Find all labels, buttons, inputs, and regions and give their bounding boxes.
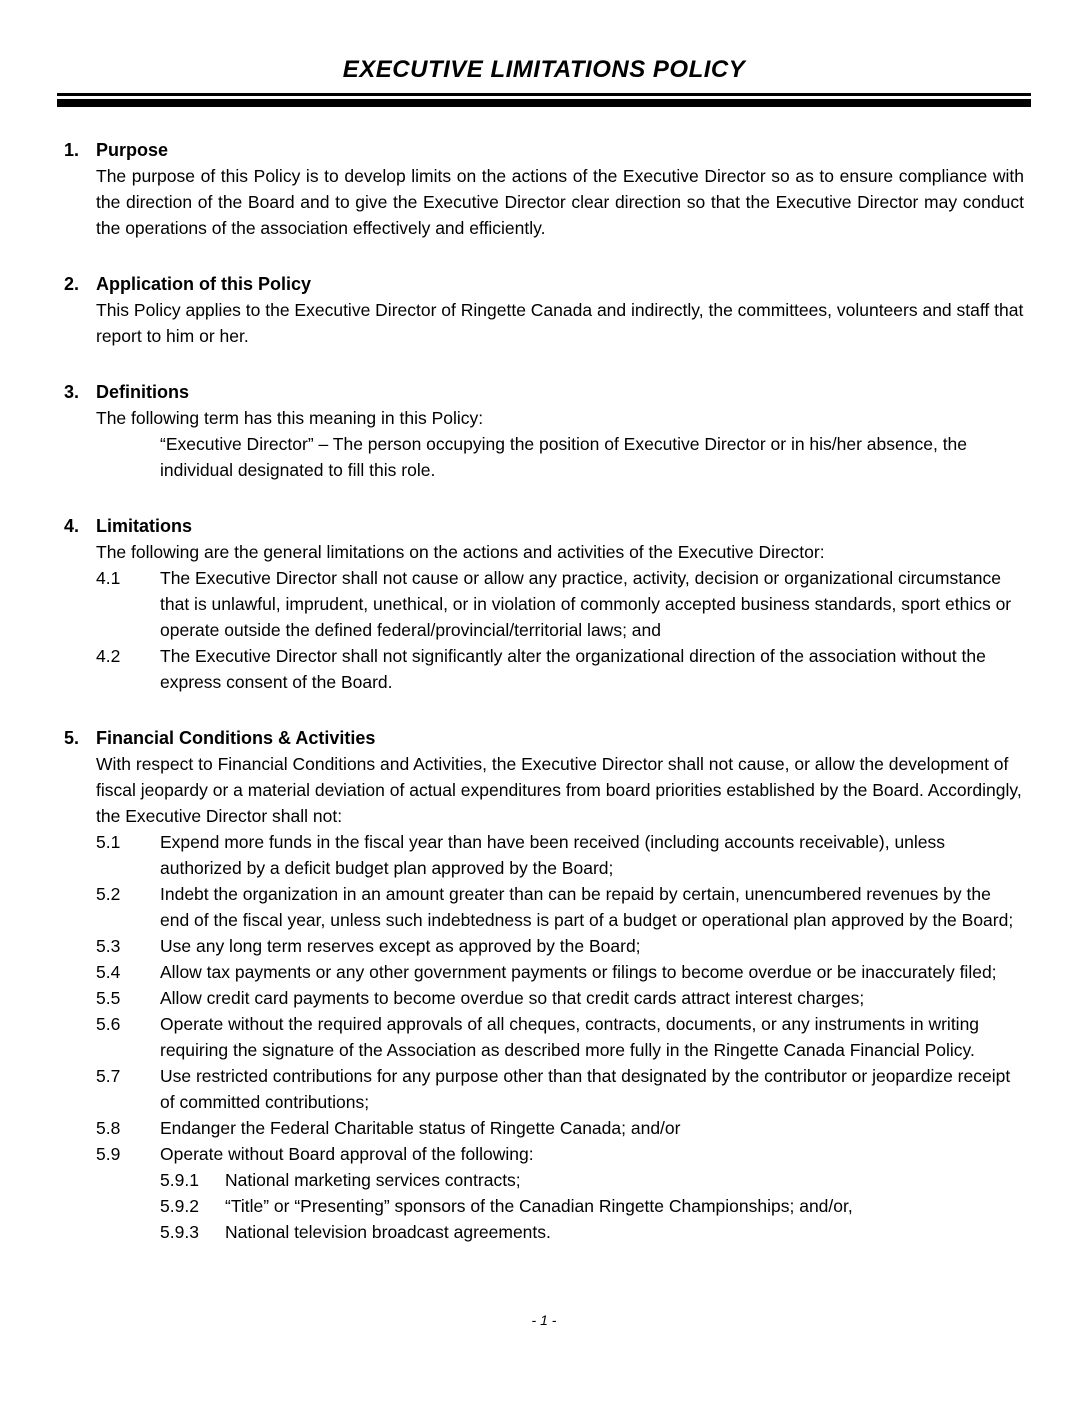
- list-item-number: 4.2: [96, 646, 121, 666]
- paragraph: This Policy applies to the Executive Director of Ringette Canada and indirectly, the committees, volunteers and staff that report to him or her.: [96, 300, 1024, 346]
- sub-list-item-text: “Title” or “Presenting” sponsors of the Canadian Ringette Championships; and/or,: [225, 1196, 853, 1216]
- section-application: [64, 271, 1024, 349]
- section-heading-row: [64, 725, 1024, 751]
- list-item-number: 5.3: [96, 936, 121, 956]
- section-heading: Definitions: [96, 382, 189, 402]
- sub-list-item-number: 5.9.1: [160, 1170, 199, 1190]
- list-item-number: 5.5: [96, 988, 121, 1008]
- list-item: [96, 959, 1024, 985]
- list-item: [96, 1141, 1024, 1167]
- list-item: [96, 1115, 1024, 1141]
- definition-paragraph: “Executive Director” – The person occupying the position of Executive Director or in his/her absence, the individual designated to fill this role.: [160, 434, 968, 480]
- section-heading-row: [64, 137, 1024, 163]
- list-item-text: Use any long term reserves except as approved by the Board;: [160, 936, 641, 956]
- section-number: 5.: [64, 728, 80, 748]
- page-number: - 1 -: [531, 1312, 557, 1328]
- sub-list-item-text: National television broadcast agreements.: [225, 1222, 551, 1242]
- list-item-text: Allow credit card payments to become overdue so that credit cards attract interest charges;: [160, 988, 865, 1008]
- section-limitations: [64, 513, 1024, 695]
- list-item-text: Allow tax payments or any other government payments or filings to become overdue or be inaccurately filed;: [160, 962, 997, 982]
- sub-list-item: [160, 1219, 1024, 1245]
- list-item: [96, 933, 1024, 959]
- sub-list-item-number: 5.9.3: [160, 1222, 199, 1242]
- list-item-text: Use restricted contributions for any purpose other than that designated by the contributor or jeopardize receipt of committed contributions;: [160, 1066, 1011, 1112]
- section-heading: Financial Conditions & Activities: [96, 728, 376, 748]
- title-divider-thick-line: [57, 99, 1031, 107]
- section-number: 2.: [64, 274, 80, 294]
- document-title: EXECUTIVE LIMITATIONS POLICY: [342, 56, 746, 83]
- sub-list-item-text: National marketing services contracts;: [225, 1170, 521, 1190]
- list-item-text: Indebt the organization in an amount greater than can be repaid by certain, unencumbered revenues by the end of the fiscal year, unless such indebtedness is part of a budget or operational plan approved by the Board;: [160, 884, 1014, 930]
- list-item-number: 5.1: [96, 832, 121, 852]
- list-item: [96, 881, 1024, 933]
- list-item-text: The Executive Director shall not significantly alter the organizational direction of the association without the express consent of the Board.: [160, 646, 986, 692]
- list-item-number: 5.8: [96, 1118, 121, 1138]
- sub-list-item: [160, 1193, 1024, 1219]
- list-item: [96, 643, 1024, 695]
- list-item-text: Operate without Board approval of the following:: [160, 1144, 534, 1164]
- list-item-text: Expend more funds in the fiscal year than have been received (including accounts receivable), unless authorized by a deficit budget plan approved by the Board;: [160, 832, 946, 878]
- list-item: [96, 1063, 1024, 1115]
- list-item-number: 5.4: [96, 962, 121, 982]
- list-item-number: 5.7: [96, 1066, 121, 1086]
- title-divider-thin-line: [57, 93, 1031, 96]
- list-item: [96, 985, 1024, 1011]
- section-heading-row: [64, 379, 1024, 405]
- section-heading: Purpose: [96, 140, 169, 160]
- section-number: 1.: [64, 140, 80, 160]
- list-item-number: 5.6: [96, 1014, 121, 1034]
- list-item-number: 5.9: [96, 1144, 121, 1164]
- section-heading: Application of this Policy: [96, 274, 312, 294]
- section-heading: Limitations: [96, 516, 193, 536]
- list-item: [96, 565, 1024, 643]
- list-item-number: 5.2: [96, 884, 121, 904]
- title-divider: [57, 93, 1031, 107]
- paragraph: The purpose of this Policy is to develop limits on the actions of the Executive Director so as to ensure compliance with the direction of the Board and to give the Executive Director clear direction so that the Executive Director may conduct the operations of the association effectively and efficiently.: [96, 166, 1024, 238]
- sub-list-item-number: 5.9.2: [160, 1196, 199, 1216]
- list-item-text: The Executive Director shall not cause or allow any practice, activity, decision or organizational circumstance that is unlawful, imprudent, unethical, or in violation of commonly accepted business standards, sport ethics or operate outside the defined federal/provincial/territorial laws; and: [160, 568, 1012, 640]
- section-number: 3.: [64, 382, 80, 402]
- list-item-text: Endanger the Federal Charitable status of Ringette Canada; and/or: [160, 1118, 681, 1138]
- list-item: [96, 1011, 1024, 1063]
- section-number: 4.: [64, 516, 80, 536]
- section-financial-conditions: [64, 725, 1024, 1245]
- section-heading-row: [64, 513, 1024, 539]
- list-item-number: 4.1: [96, 568, 121, 588]
- paragraph: With respect to Financial Conditions and Activities, the Executive Director shall not cause, or allow the development of fiscal jeopardy or a material deviation of actual expenditures from board priorities established by the Board. Accordingly, the Executive Director shall not:: [96, 754, 1022, 826]
- section-heading-row: [64, 271, 1024, 297]
- sub-list-item: [160, 1167, 1024, 1193]
- paragraph: The following are the general limitations on the actions and activities of the Executive Director:: [96, 542, 825, 562]
- section-definitions: [64, 379, 1024, 483]
- list-item: [96, 829, 1024, 881]
- section-purpose: [64, 137, 1024, 241]
- paragraph: The following term has this meaning in this Policy:: [96, 408, 484, 428]
- list-item-text: Operate without the required approvals of all cheques, contracts, documents, or any instruments in writing requiring the signature of the Association as described more fully in the Ringette Canada Financial Policy.: [160, 1014, 980, 1060]
